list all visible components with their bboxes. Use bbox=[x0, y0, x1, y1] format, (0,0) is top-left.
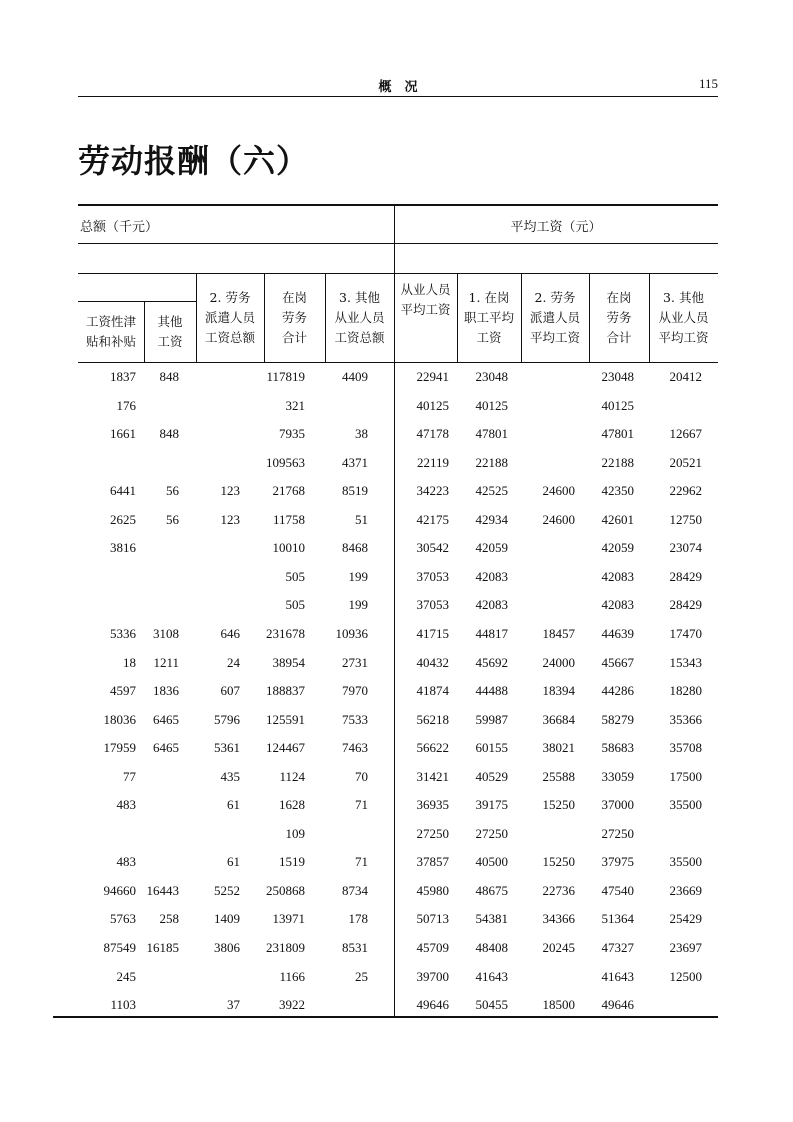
table-cell: 23669 bbox=[669, 882, 702, 898]
table-cell: 6441 bbox=[110, 483, 136, 499]
table-cell: 28429 bbox=[669, 597, 702, 613]
table-cell: 38 bbox=[355, 426, 368, 442]
table-cell: 3108 bbox=[153, 625, 179, 641]
table-cell: 36935 bbox=[416, 797, 449, 813]
table-cell: 37000 bbox=[601, 797, 634, 813]
table-cell: 483 bbox=[116, 854, 136, 870]
table-cell: 15250 bbox=[542, 854, 575, 870]
table-cell: 27250 bbox=[416, 825, 449, 841]
table-cell: 37053 bbox=[416, 568, 449, 584]
table-cell: 42083 bbox=[601, 597, 634, 613]
table-cell: 245 bbox=[116, 968, 136, 984]
table-cell: 22962 bbox=[669, 483, 702, 499]
group-header-average: 平均工资（元） bbox=[510, 220, 602, 235]
table-cell: 45692 bbox=[475, 654, 508, 670]
table-cell: 47540 bbox=[601, 882, 634, 898]
table-cell: 199 bbox=[348, 568, 368, 584]
table-cell: 41874 bbox=[416, 683, 449, 699]
table-cell: 49646 bbox=[416, 997, 449, 1013]
table-cell: 20245 bbox=[542, 940, 575, 955]
table-cell: 258 bbox=[159, 911, 179, 927]
table-cell: 18 bbox=[123, 654, 136, 670]
table-cell: 44817 bbox=[475, 625, 508, 641]
table-cell: 24000 bbox=[542, 654, 575, 670]
table-cell: 3816 bbox=[110, 540, 136, 556]
table-cell: 125591 bbox=[266, 711, 305, 727]
table-cell: 5763 bbox=[110, 911, 136, 927]
table-cell: 17470 bbox=[669, 625, 702, 641]
table-cell: 28429 bbox=[669, 568, 702, 584]
table-cell: 56 bbox=[166, 483, 179, 499]
table-bottom-rule bbox=[53, 1016, 718, 1018]
table-cell: 16185 bbox=[146, 940, 179, 955]
table-cell: 505 bbox=[285, 597, 305, 613]
table-cell: 2731 bbox=[342, 654, 368, 670]
table-cell: 124467 bbox=[266, 740, 305, 756]
table-cell: 37 bbox=[227, 997, 240, 1013]
table-cell: 22119 bbox=[416, 454, 449, 470]
table-cell: 8519 bbox=[342, 483, 368, 499]
column-header: 从业人员 平均工资 bbox=[400, 282, 451, 317]
table-cell: 51364 bbox=[601, 911, 634, 927]
table-cell: 38954 bbox=[272, 654, 305, 670]
table-cell: 123 bbox=[220, 511, 240, 527]
table-cell: 42083 bbox=[601, 568, 634, 584]
table-cell: 1211 bbox=[153, 654, 179, 670]
table-cell: 646 bbox=[220, 625, 240, 641]
table-cell: 25588 bbox=[542, 768, 575, 784]
table-cell: 4371 bbox=[342, 454, 368, 470]
table-cell: 40125 bbox=[475, 397, 508, 413]
table-cell: 1166 bbox=[279, 968, 305, 984]
table-cell: 34223 bbox=[416, 483, 449, 499]
table-cell: 60155 bbox=[475, 740, 508, 756]
table-cell: 11758 bbox=[272, 511, 305, 527]
table-cell: 7533 bbox=[342, 711, 368, 727]
table-cell: 44639 bbox=[601, 625, 634, 641]
table-cell: 848 bbox=[159, 426, 179, 442]
table-cell: 49646 bbox=[601, 997, 634, 1013]
table-cell: 39700 bbox=[416, 968, 449, 984]
table-cell: 505 bbox=[285, 568, 305, 584]
table-cell: 41715 bbox=[416, 625, 449, 641]
table-cell: 58683 bbox=[601, 740, 634, 756]
table-cell: 23048 bbox=[601, 369, 634, 384]
table-cell: 6465 bbox=[153, 711, 179, 727]
table-cell: 42601 bbox=[601, 511, 634, 527]
table-cell: 39175 bbox=[475, 797, 508, 813]
table-cell: 22188 bbox=[475, 454, 508, 470]
table-cell: 35500 bbox=[669, 797, 702, 813]
table-cell: 5336 bbox=[110, 625, 136, 641]
table-cell: 42525 bbox=[475, 483, 508, 499]
table-cell: 42059 bbox=[475, 540, 508, 556]
column-header: 2. 劳务 派遣人员 平均工资 bbox=[529, 289, 580, 345]
table-cell: 40529 bbox=[475, 768, 508, 784]
table-cell: 37857 bbox=[416, 854, 449, 870]
table-cell: 18280 bbox=[669, 683, 702, 699]
table-cell: 47178 bbox=[416, 426, 449, 442]
table-cell: 231809 bbox=[266, 940, 305, 955]
table-cell: 17500 bbox=[669, 768, 702, 784]
column-header: 3. 其他 从业人员 工资总额 bbox=[334, 289, 385, 345]
table-cell: 56622 bbox=[416, 740, 449, 756]
table-cell: 41643 bbox=[601, 968, 634, 984]
table-cell: 12500 bbox=[669, 968, 702, 984]
table-cell: 4409 bbox=[342, 369, 368, 384]
table-cell: 483 bbox=[116, 797, 136, 813]
table-cell: 250868 bbox=[266, 882, 305, 898]
column-header: 在岗 劳务 合计 bbox=[606, 289, 632, 345]
table-cell: 3922 bbox=[279, 997, 305, 1013]
table-cell: 40125 bbox=[416, 397, 449, 413]
table-cell: 30542 bbox=[416, 540, 449, 556]
table-cell: 23074 bbox=[669, 540, 702, 556]
table-cell: 71 bbox=[355, 797, 368, 813]
table-cell: 56 bbox=[166, 511, 179, 527]
table-cell: 7935 bbox=[279, 426, 305, 442]
table-cell: 321 bbox=[285, 397, 305, 413]
column-header: 其他 工资 bbox=[157, 313, 183, 349]
table-cell: 54381 bbox=[475, 911, 508, 927]
table-cell: 7463 bbox=[342, 740, 368, 756]
table-cell: 10936 bbox=[335, 625, 368, 641]
table-cell: 1409 bbox=[214, 911, 240, 927]
table-cell: 15343 bbox=[669, 654, 702, 670]
table-cell: 23697 bbox=[669, 940, 702, 955]
column-header: 2. 劳务 派遣人员 工资总额 bbox=[204, 289, 255, 345]
table-cell: 20521 bbox=[669, 454, 702, 470]
table-cell: 1661 bbox=[110, 426, 136, 442]
table-cell: 42083 bbox=[475, 568, 508, 584]
table-cell: 33059 bbox=[601, 768, 634, 784]
table-cell: 47801 bbox=[601, 426, 634, 442]
table-cell: 48408 bbox=[475, 940, 508, 955]
column-header: 1. 在岗 职工平均 工资 bbox=[463, 289, 514, 345]
table-cell: 77 bbox=[123, 768, 136, 784]
table-cell: 21768 bbox=[272, 483, 305, 499]
table-cell: 178 bbox=[348, 911, 368, 927]
table-cell: 27250 bbox=[475, 825, 508, 841]
table-cell: 5361 bbox=[214, 740, 240, 756]
table-cell: 8531 bbox=[342, 940, 368, 955]
table-cell: 4597 bbox=[110, 683, 136, 699]
table-cell: 12750 bbox=[669, 511, 702, 527]
table-cell: 1836 bbox=[153, 683, 179, 699]
table-cell: 41643 bbox=[475, 968, 508, 984]
table-cell: 48675 bbox=[475, 882, 508, 898]
table-cell: 38021 bbox=[542, 740, 575, 756]
table-cell: 87549 bbox=[103, 940, 136, 955]
table-cell: 40500 bbox=[475, 854, 508, 870]
page-title: 劳动报酬（六） bbox=[78, 142, 310, 180]
table-cell: 22941 bbox=[416, 369, 449, 384]
table-cell: 848 bbox=[159, 369, 179, 384]
table-cell: 51 bbox=[355, 511, 368, 527]
table-cell: 16443 bbox=[146, 882, 179, 898]
table-cell: 6465 bbox=[153, 740, 179, 756]
table-cell: 199 bbox=[348, 597, 368, 613]
table-cell: 37053 bbox=[416, 597, 449, 613]
table-cell: 61 bbox=[227, 797, 240, 813]
table-cell: 117819 bbox=[266, 369, 305, 384]
table-cell: 42175 bbox=[416, 511, 449, 527]
table-cell: 47801 bbox=[475, 426, 508, 442]
table-cell: 24600 bbox=[542, 511, 575, 527]
table-cell: 188837 bbox=[266, 683, 305, 699]
table-cell: 5252 bbox=[214, 882, 240, 898]
table-cell: 1103 bbox=[110, 997, 136, 1013]
table-cell: 8468 bbox=[342, 540, 368, 556]
table-cell: 27250 bbox=[601, 825, 634, 841]
table-cell: 109563 bbox=[266, 454, 305, 470]
column-header: 工资性津 贴和补贴 bbox=[85, 313, 136, 349]
table-cell: 18500 bbox=[542, 997, 575, 1013]
table-cell: 42083 bbox=[475, 597, 508, 613]
table-cell: 1628 bbox=[279, 797, 305, 813]
table-cell: 231678 bbox=[266, 625, 305, 641]
table-cell: 13971 bbox=[272, 911, 305, 927]
table-cell: 45709 bbox=[416, 940, 449, 955]
table-cell: 24600 bbox=[542, 483, 575, 499]
table-cell: 12667 bbox=[669, 426, 702, 442]
table-cell: 44488 bbox=[475, 683, 508, 699]
table-cell: 3806 bbox=[214, 940, 240, 955]
table-cell: 37975 bbox=[601, 854, 634, 870]
table-cell: 22188 bbox=[601, 454, 634, 470]
table-cell: 7970 bbox=[342, 683, 368, 699]
table-cell: 45980 bbox=[416, 882, 449, 898]
table-cell: 109 bbox=[285, 825, 305, 841]
table-cell: 176 bbox=[116, 397, 136, 413]
table-cell: 15250 bbox=[542, 797, 575, 813]
table-cell: 40125 bbox=[601, 397, 634, 413]
column-header: 3. 其他 从业人员 平均工资 bbox=[658, 289, 709, 345]
table-cell: 94660 bbox=[103, 882, 136, 898]
table-cell: 10010 bbox=[272, 540, 305, 556]
table-cell: 20412 bbox=[669, 369, 702, 384]
table-cell: 435 bbox=[220, 768, 240, 784]
table-cell: 25 bbox=[355, 968, 368, 984]
table-cell: 24 bbox=[227, 654, 240, 670]
table-cell: 2625 bbox=[110, 511, 136, 527]
table-cell: 25429 bbox=[669, 911, 702, 927]
group-header-total: 总额（千元） bbox=[80, 220, 159, 235]
table-cell: 70 bbox=[355, 768, 368, 784]
table-cell: 40432 bbox=[416, 654, 449, 670]
table-cell: 56218 bbox=[416, 711, 449, 727]
table-cell: 50713 bbox=[416, 911, 449, 927]
table-cell: 61 bbox=[227, 854, 240, 870]
table-cell: 36684 bbox=[542, 711, 575, 727]
table-cell: 18394 bbox=[542, 683, 575, 699]
table-cell: 42934 bbox=[475, 511, 508, 527]
table-cell: 31421 bbox=[416, 768, 449, 784]
table-cell: 18457 bbox=[542, 625, 575, 641]
table-cell: 1519 bbox=[279, 854, 305, 870]
table-cell: 123 bbox=[220, 483, 240, 499]
table-cell: 35708 bbox=[669, 740, 702, 756]
running-title: 概 况 bbox=[378, 80, 418, 95]
table-cell: 1837 bbox=[110, 369, 136, 384]
table-cell: 5796 bbox=[214, 711, 240, 727]
table-cell: 23048 bbox=[475, 369, 508, 384]
page-number: 115 bbox=[698, 76, 718, 91]
table-cell: 8734 bbox=[342, 882, 368, 898]
table-cell: 1124 bbox=[279, 768, 305, 784]
table-cell: 42350 bbox=[601, 483, 634, 499]
table-cell: 34366 bbox=[542, 911, 575, 927]
table-cell: 35500 bbox=[669, 854, 702, 870]
table-cell: 17959 bbox=[103, 740, 136, 756]
table-cell: 58279 bbox=[601, 711, 634, 727]
table-cell: 59987 bbox=[475, 711, 508, 727]
column-header: 在岗 劳务 合计 bbox=[281, 289, 307, 345]
table-cell: 42059 bbox=[601, 540, 634, 556]
table-cell: 44286 bbox=[601, 683, 634, 699]
table-cell: 22736 bbox=[542, 882, 575, 898]
table-cell: 18036 bbox=[103, 711, 136, 727]
table-cell: 71 bbox=[355, 854, 368, 870]
table-cell: 47327 bbox=[601, 940, 634, 955]
table-cell: 607 bbox=[220, 683, 240, 699]
table-cell: 45667 bbox=[601, 654, 634, 670]
table-cell: 35366 bbox=[669, 711, 702, 727]
table-cell: 50455 bbox=[475, 997, 508, 1013]
